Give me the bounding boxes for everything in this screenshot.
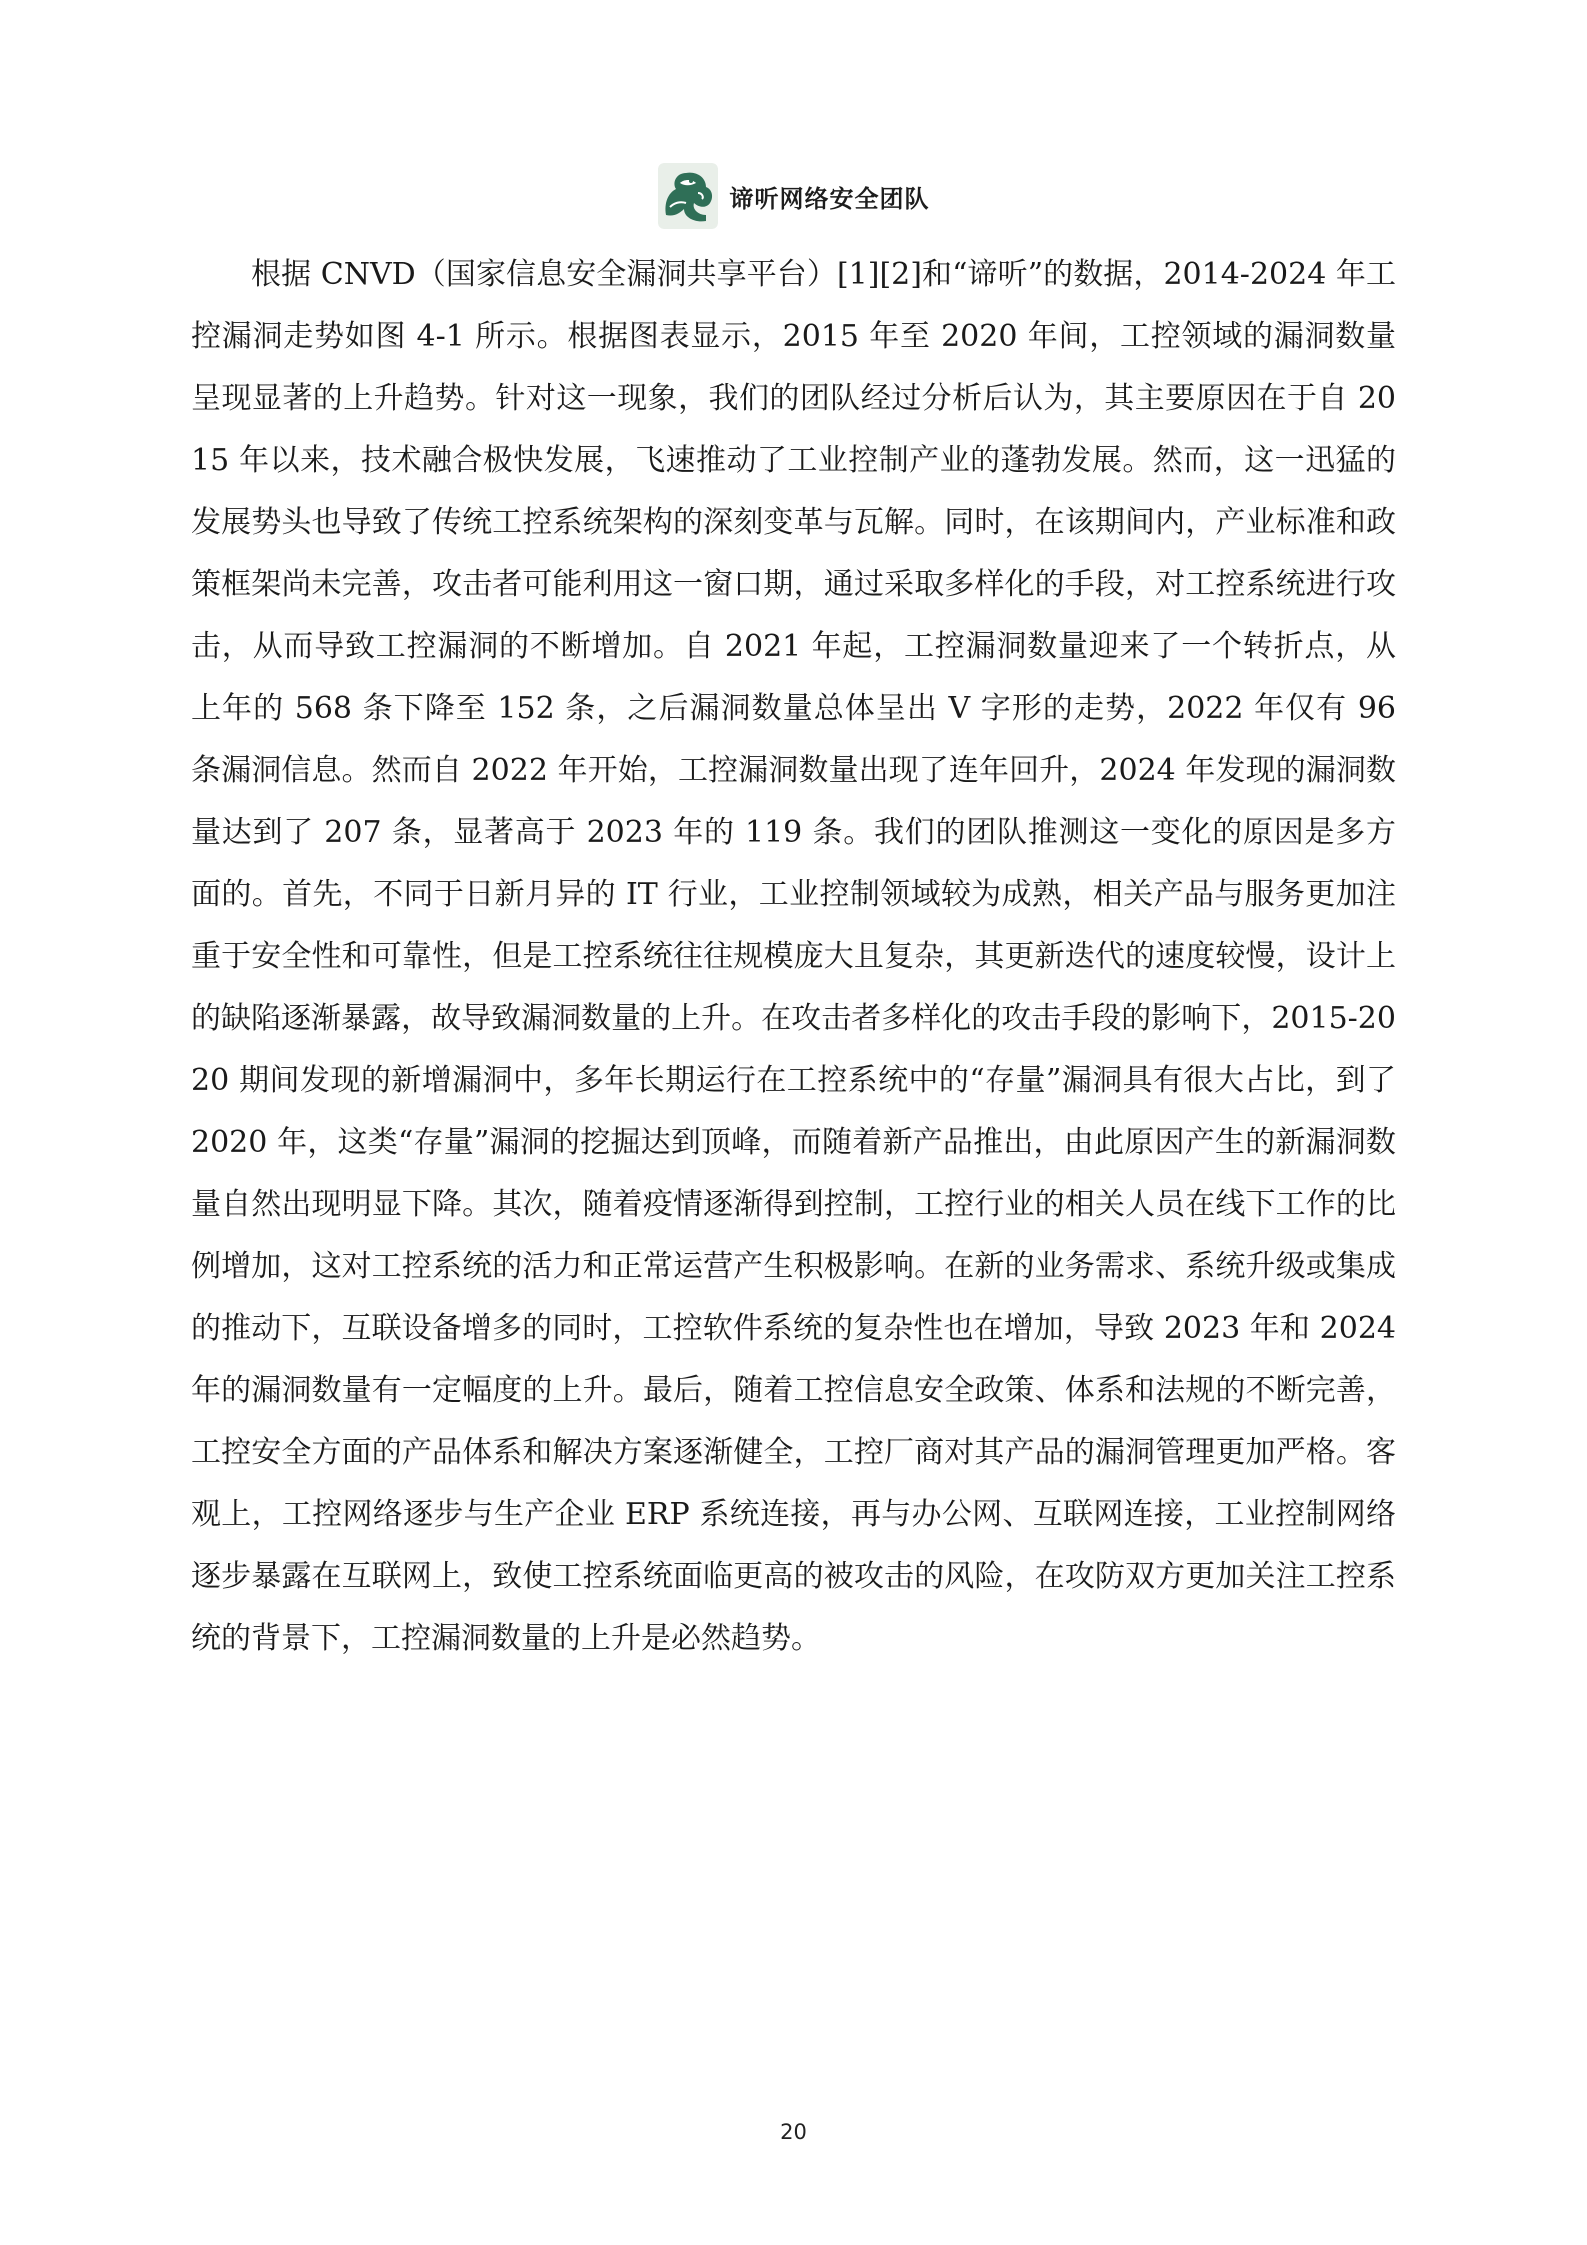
page-number: 20 — [780, 2120, 807, 2144]
dragon-logo-icon — [658, 163, 718, 229]
brand-name: 谛听网络安全团队 — [729, 184, 930, 213]
body-paragraph: 根据 CNVD（国家信息安全漏洞共享平台）[1][2]和“谛听”的数据，2014-2024 年工控漏洞走势如图 4-1 所示。根据图表显示，2015 年至 2020 年间，工控领域的漏洞数量呈现显著的上升趋势。针对这一现象，我们的团队经过分析后认为，其主要原因在于自 2015 年以来，技术融合极快发展，飞速推动了工业控制产业的蓬勃发展。然而，这一迅猛的发展势头也导致了传统工控系统架构的深刻变革与瓦解。同时，在该期间内，产业标准和政策框架尚未完善，攻击者可能利用这一窗口期，通过采取多样化的手段，对工控系统进行攻击，从而导致工控漏洞的不断增加。自 2021 年起，工控漏洞数量迎来了一个转折点，从上年的 568 条下降至 152 条，之后漏洞数量总体呈出 V 字形的走势，2022 年仅有 96 条漏洞信息。然而自 2022 年开始，工控漏洞数量出现了连年回升，2024 年发现的漏洞数量达到了 207 条，显著高于 2023 年的 119 条。我们的团队推测这一变化的原因是多方面的。首先，不同于日新月异的 IT 行业，工业控制领域较为成熟，相关产品与服务更加注重于安全性和可靠性，但是工控系统往往规模庞大且复杂，其更新迭代的速度较慢，设计上的缺陷逐渐暴露，故导致漏洞数量的上升。在攻击者多样化的攻击手段的影响下，2015-2020 期间发现的新增漏洞中，多年长期运行在工控系统中的“存量”漏洞具有很大占比，到了 2020 年，这类“存量”漏洞的挖掘达到顶峰，而随着新产品推出，由此原因产生的新漏洞数量自然出现明显下降。其次，随着疫情逐渐得到控制，工控行业的相关人员在线下工作的比例增加，这对工控系统的活力和正常运营产生积极影响。在新的业务需求、系统升级或集成的推动下，互联设备增多的同时，工控软件系统的复杂性也在增加，导致 2023 年和 2024 年的漏洞数量有一定幅度的上升。最后，随着工控信息安全政策、体系和法规的不断完善，工控安全方面的产品体系和解决方案逐渐健全，工控厂商对其产品的漏洞管理更加严格。客观上，工控网络逐步与生产企业 ERP 系统连接，再与办公网、互联网连接，工业控制网络逐步暴露在互联网上，致使工控系统面临更高的被攻击的风险，在攻防双方更加关注工控系统的背景下，工控漏洞数量的上升是必然趋势。 — [191, 257, 1396, 1656]
page-header — [0, 160, 1587, 232]
